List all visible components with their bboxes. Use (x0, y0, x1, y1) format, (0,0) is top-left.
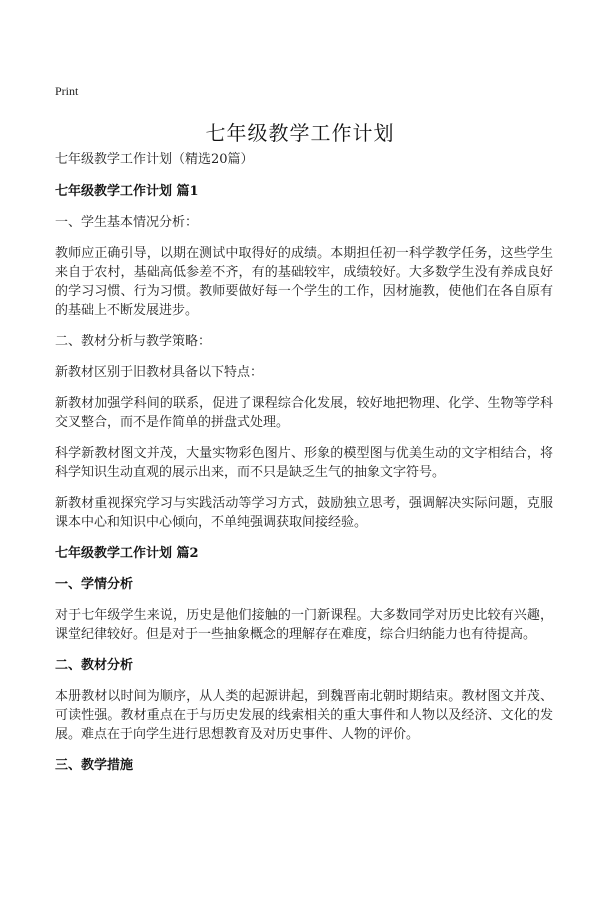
section-1-subheading-2: 二、教材分析与教学策略： (55, 334, 212, 349)
page-title: 七年级教学工作计划 (205, 121, 395, 145)
section-2-subheading-2: 二、教材分析 (55, 658, 134, 673)
section-1-paragraph-3: 新教材加强学科间的联系，促进了课程综合化发展，较好地把物理、化学、生物等学科交叉整合，而不是作简单的拼盘式处理。 (55, 396, 553, 430)
section-1-paragraph-5: 新教材重视探究学习与实践活动等学习方式，鼓励独立思考，强调解决实际问题，克服课本中心和知识中心倾向，不单纯强调获取间接经验。 (55, 496, 553, 530)
section-1-paragraph-4: 科学新教材图文并茂，大量实物彩色图片、形象的模型图与优美生动的文字相结合，将科学知识生动直观的展示出来，而不只是缺乏生气的抽象文字符号。 (55, 446, 553, 480)
section-2-subheading-3: 三、教学措施 (55, 758, 134, 773)
section-2-subheading-1: 一、学情分析 (55, 577, 134, 592)
section-1-paragraph-1: 教师应正确引导，以期在测试中取得好的成绩。本期担任初一科学教学任务，这些学生来自于农村，基础高低参差不齐，有的基础较牢，成绩较好。大多数学生没有养成良好的学习习惯、行为习惯。教师要做好每一个学生的工作，因材施教，使他们在各自原有的基础上不断发展进步。 (55, 246, 553, 318)
section-heading-2: 七年级教学工作计划 篇2 (55, 546, 199, 561)
section-1-paragraph-2: 新教材区别于旧教材具备以下特点： (55, 365, 264, 380)
section-2-paragraph-1: 对于七年级学生来说，历史是他们接触的一门新课程。大多数同学对历史比较有兴趣，课堂纪律较好。但是对于一些抽象概念的理解存在难度，综合归纳能力也有待提高。 (55, 608, 553, 642)
subtitle: 七年级教学工作计划（精选20篇） (55, 152, 254, 167)
section-1-subheading-1: 一、学生基本情况分析： (55, 215, 199, 230)
section-heading-1: 七年级教学工作计划 篇1 (55, 184, 199, 199)
document-body (55, 150, 553, 787)
print-label: Print (55, 84, 79, 98)
section-2-paragraph-2: 本册教材以时间为顺序，从人类的起源讲起，到魏晋南北朝时期结束。教材图文并茂、可读性强。教材重点在于与历史发展的线索相关的重大事件和人物以及经济、文化的发展。难点在于向学生进行思想教育及对历史事件、人物的评价。 (55, 689, 553, 742)
